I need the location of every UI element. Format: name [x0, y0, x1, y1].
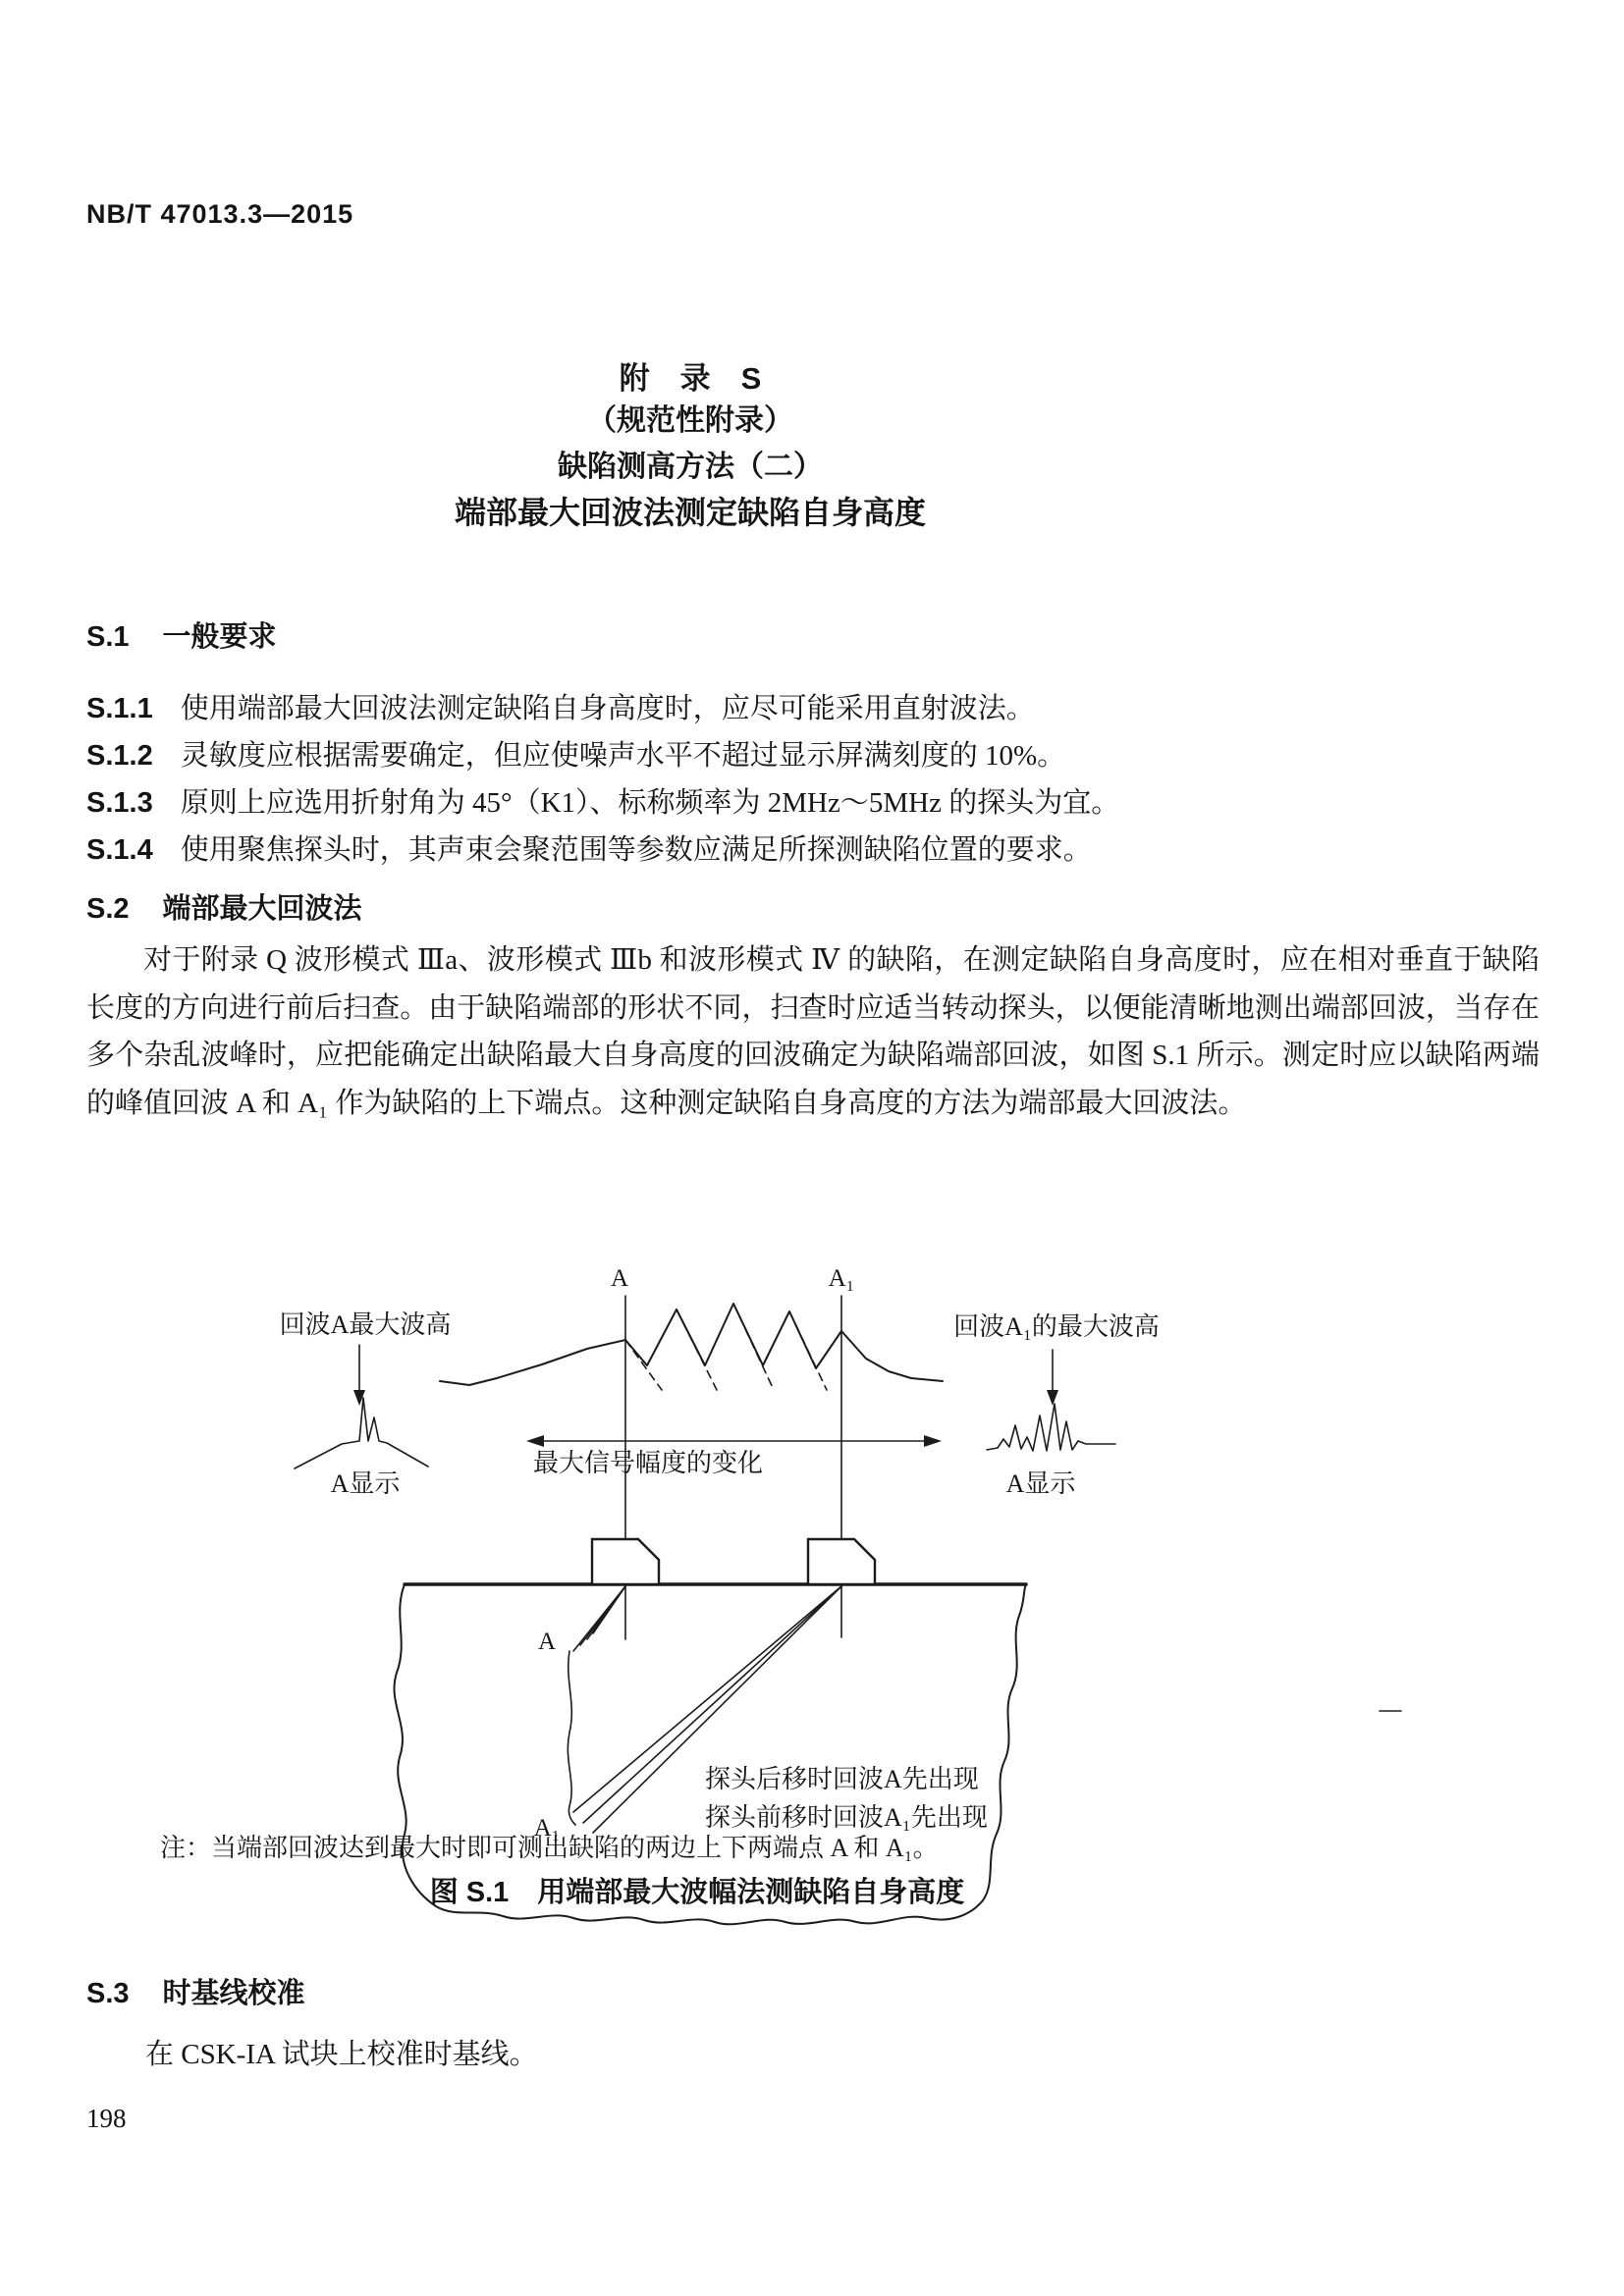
clause-s1-4-text: 使用聚焦探头时，其声束会聚范围等参数应满足所探测缺陷位置的要求。	[180, 834, 1092, 866]
section-s3-title: 时基线校准	[162, 1978, 305, 2009]
beam-fan-left	[573, 1586, 625, 1651]
right-annotation-group	[953, 1312, 1160, 1498]
appendix-subtitle-normative: （规范性附录）	[587, 404, 793, 437]
clause-s1-1-text: 使用端部最大回波法测定缺陷自身高度时，应尽可能采用直射波法。	[180, 693, 1035, 724]
scan-arrow-right-head	[924, 1435, 942, 1447]
probe-left	[592, 1539, 659, 1584]
a-scan-spike-left	[295, 1398, 428, 1468]
clause-s1-2-number: S.1.2	[86, 740, 153, 772]
beam-left-4	[593, 1586, 625, 1633]
peak-a-label: A	[610, 1265, 629, 1292]
figure-note: 注：当端部回波达到最大时即可测出缺陷的两边上下两端点 A 和 A₁。	[160, 1834, 939, 1862]
a-display-right-label: A显示	[1005, 1469, 1076, 1498]
clause-s1-3	[86, 780, 1540, 821]
section-s2-number: S.2	[86, 893, 130, 925]
section-s1-number: S.1	[86, 621, 130, 653]
section-s2-paragraph: 对于附录 Q 波形模式 Ⅲa、波形模式 Ⅲb 和波形模式 Ⅳ 的缺陷，在测定缺陷自身高度时，应在相对垂直于缺陷长度的方向进行前后扫查。由于缺陷端部的形状不同，扫查时应适当转动探头，以便能清晰地测出端部回波，当存在多个杂乱波峰时，应把能确定出缺陷最大自身高度的回波确定为缺陷端部回波，如图 S.1 所示。测定时应以缺陷两端的峰值回波 A 和 A₁ 作为缺陷的上下端点。这种测定缺陷自身高度的方法为端部最大回波法。	[86, 944, 1540, 1119]
probe-back-note: 探头后移时回波A先出现	[705, 1765, 979, 1793]
clause-s1-1	[86, 686, 1540, 726]
clause-s1-2	[86, 733, 1540, 774]
section-s2-title: 端部最大回波法	[162, 893, 362, 925]
defect-top-label: A	[537, 1629, 557, 1655]
figure-caption: 图 S.1 用端部最大波幅法测缺陷自身高度	[429, 1877, 965, 1908]
standard-code: NB/T 47013.3—2015	[86, 199, 354, 229]
envelope-dashed-2	[677, 1309, 717, 1390]
beam-fan-right	[573, 1586, 841, 1833]
scan-arrow-left-head	[526, 1435, 544, 1447]
clause-s1-3-number: S.1.3	[86, 787, 153, 819]
defect-bottom-label: A₁	[533, 1815, 561, 1842]
figure-s1-svg	[255, 1256, 1434, 1842]
specimen-group	[395, 1539, 1401, 1924]
section-s1-title: 一般要求	[162, 621, 277, 653]
envelope-waveform	[440, 1304, 943, 1385]
clause-s1-4-number: S.1.4	[86, 834, 153, 866]
defect-line	[568, 1651, 575, 1825]
clause-s1-2-text: 灵敏度应根据需要确定，但应使噪声水平不超过显示屏满刻度的 10%。	[180, 740, 1066, 772]
clause-s1-3-text: 原则上应选用折射角为 45°（K1）、标称频率为 2MHz～5MHz 的探头为宜。	[180, 787, 1120, 819]
envelope-dashed-3	[733, 1304, 774, 1390]
clause-s1-1-number: S.1.1	[86, 693, 153, 724]
right-down-arrow-head	[1047, 1390, 1058, 1406]
envelope-dashed-4	[789, 1311, 827, 1390]
section-s3-heading	[86, 1971, 305, 2011]
amplitude-change-label: 最大信号幅度的变化	[532, 1449, 764, 1477]
right-max-label: 回波A₁的最大波高	[953, 1312, 1160, 1341]
section-s3-paragraph: 在 CSK-IA 试块上校准时基线。	[145, 2039, 538, 2070]
probe-forward-note: 探头前移时回波A₁先出现	[705, 1803, 988, 1832]
beam-right-3	[593, 1586, 841, 1833]
section-s1-heading	[86, 614, 277, 655]
appendix-title: 附 录 S	[619, 361, 762, 396]
scan-direction-group	[526, 1435, 942, 1477]
page-number: 198	[86, 2104, 127, 2133]
figure-s1-diagram	[255, 1256, 1434, 1842]
section-s3-number: S.3	[86, 1978, 130, 2009]
a-display-left-label: A显示	[330, 1469, 401, 1498]
peak-a1-label: A₁	[828, 1265, 855, 1292]
appendix-subtitle-method: 缺陷测高方法（二）	[558, 451, 823, 483]
left-max-label: 回波A最大波高	[279, 1310, 452, 1339]
a-scan-spike-right	[987, 1404, 1115, 1451]
section-s2-heading	[86, 886, 362, 927]
left-annotation-group	[280, 1310, 452, 1498]
appendix-subtitle-main: 端部最大回波法测定缺陷自身高度	[454, 495, 926, 530]
probe-right	[808, 1539, 875, 1584]
clause-s1-4	[86, 828, 1540, 868]
